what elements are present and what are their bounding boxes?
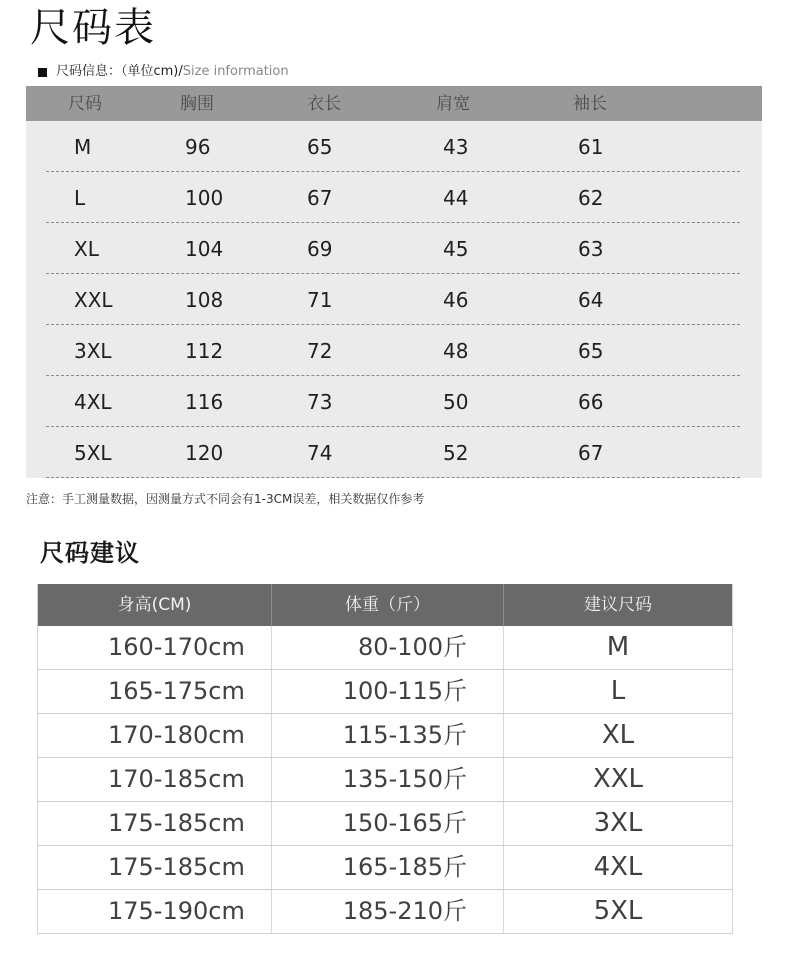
suggested-size-cell: XL	[601, 720, 635, 750]
header-length: 衣长	[307, 94, 341, 114]
height-cell: 175-190cm	[38, 890, 272, 933]
size-info-line	[38, 63, 289, 81]
sleeve-cell: 66	[578, 390, 604, 414]
length-cell: 73	[307, 390, 333, 414]
table-row	[46, 223, 740, 274]
chest-cell: 108	[185, 288, 224, 312]
size-cell: M	[74, 135, 92, 159]
chest-cell: 96	[185, 135, 211, 159]
table-row	[46, 325, 740, 376]
chest-cell: 116	[185, 390, 224, 414]
length-cell: 67	[307, 186, 333, 210]
size-table	[26, 86, 762, 478]
header-height: 身高(CM)	[38, 584, 272, 626]
size-table-header	[26, 86, 762, 121]
height-cell: 175-185cm	[38, 846, 272, 889]
table-row	[46, 376, 740, 427]
sleeve-cell: 61	[578, 135, 604, 159]
suggestion-title: 尺码建议	[40, 539, 140, 567]
chest-cell: 112	[185, 339, 224, 363]
size-cell: 5XL	[74, 441, 112, 465]
length-cell: 72	[307, 339, 333, 363]
height-cell: 165-175cm	[38, 670, 272, 713]
shoulder-cell: 50	[443, 390, 469, 414]
suggested-size-cell: 3XL	[593, 808, 643, 838]
suggestion-table	[37, 584, 733, 934]
chest-cell: 100	[185, 186, 224, 210]
sleeve-cell: 67	[578, 441, 604, 465]
shoulder-cell: 44	[443, 186, 469, 210]
sleeve-cell: 62	[578, 186, 604, 210]
page-title: 尺码表	[30, 5, 156, 51]
size-cell: L	[74, 186, 86, 210]
weight-cell: 80-100斤	[272, 626, 504, 669]
table-row	[38, 670, 732, 714]
suggested-size-cell: L	[610, 676, 626, 706]
table-row	[38, 802, 732, 846]
size-cell: XXL	[74, 288, 113, 312]
size-info-label: 尺码信息：（单位cm)/	[56, 64, 183, 79]
table-row	[38, 890, 732, 934]
square-bullet-icon	[38, 68, 47, 77]
chest-cell: 104	[185, 237, 224, 261]
header-weight: 体重（斤）	[272, 584, 504, 626]
weight-cell: 165-185斤	[272, 846, 504, 889]
table-row	[38, 714, 732, 758]
sleeve-cell: 65	[578, 339, 604, 363]
height-cell: 170-180cm	[38, 714, 272, 757]
height-cell: 175-185cm	[38, 802, 272, 845]
suggested-size-cell: 5XL	[593, 896, 643, 926]
table-row	[46, 121, 740, 172]
size-cell: XL	[74, 237, 99, 261]
header-chest: 胸围	[180, 94, 214, 114]
height-cell: 170-185cm	[38, 758, 272, 801]
height-cell: 160-170cm	[38, 626, 272, 669]
shoulder-cell: 43	[443, 135, 469, 159]
table-row	[46, 274, 740, 325]
sleeve-cell: 64	[578, 288, 604, 312]
length-cell: 69	[307, 237, 333, 261]
weight-cell: 135-150斤	[272, 758, 504, 801]
table-row	[46, 172, 740, 223]
suggested-size-cell: XXL	[592, 764, 644, 794]
shoulder-cell: 45	[443, 237, 469, 261]
shoulder-cell: 46	[443, 288, 469, 312]
size-info-english: Size information	[182, 64, 289, 79]
table-row	[46, 427, 740, 478]
size-cell: 4XL	[74, 390, 112, 414]
length-cell: 71	[307, 288, 333, 312]
measurement-note: 注意：手工测量数据，因测量方式不同会有1-3CM误差，相关数据仅作参考	[26, 492, 425, 506]
sleeve-cell: 63	[578, 237, 604, 261]
size-cell: 3XL	[74, 339, 112, 363]
table-row	[38, 846, 732, 890]
weight-cell: 100-115斤	[272, 670, 504, 713]
weight-cell: 185-210斤	[272, 890, 504, 933]
header-shoulder: 肩宽	[436, 94, 470, 114]
weight-cell: 115-135斤	[272, 714, 504, 757]
table-row	[38, 626, 732, 670]
header-suggested-size: 建议尺码	[584, 595, 652, 615]
header-size: 尺码	[68, 94, 102, 114]
header-sleeve: 袖长	[573, 94, 607, 114]
suggested-size-cell: M	[606, 632, 630, 662]
suggested-size-cell: 4XL	[593, 852, 643, 882]
table-row	[38, 758, 732, 802]
shoulder-cell: 48	[443, 339, 469, 363]
length-cell: 65	[307, 135, 333, 159]
chest-cell: 120	[185, 441, 224, 465]
shoulder-cell: 52	[443, 441, 469, 465]
suggestion-table-header	[38, 584, 732, 626]
weight-cell: 150-165斤	[272, 802, 504, 845]
length-cell: 74	[307, 441, 333, 465]
